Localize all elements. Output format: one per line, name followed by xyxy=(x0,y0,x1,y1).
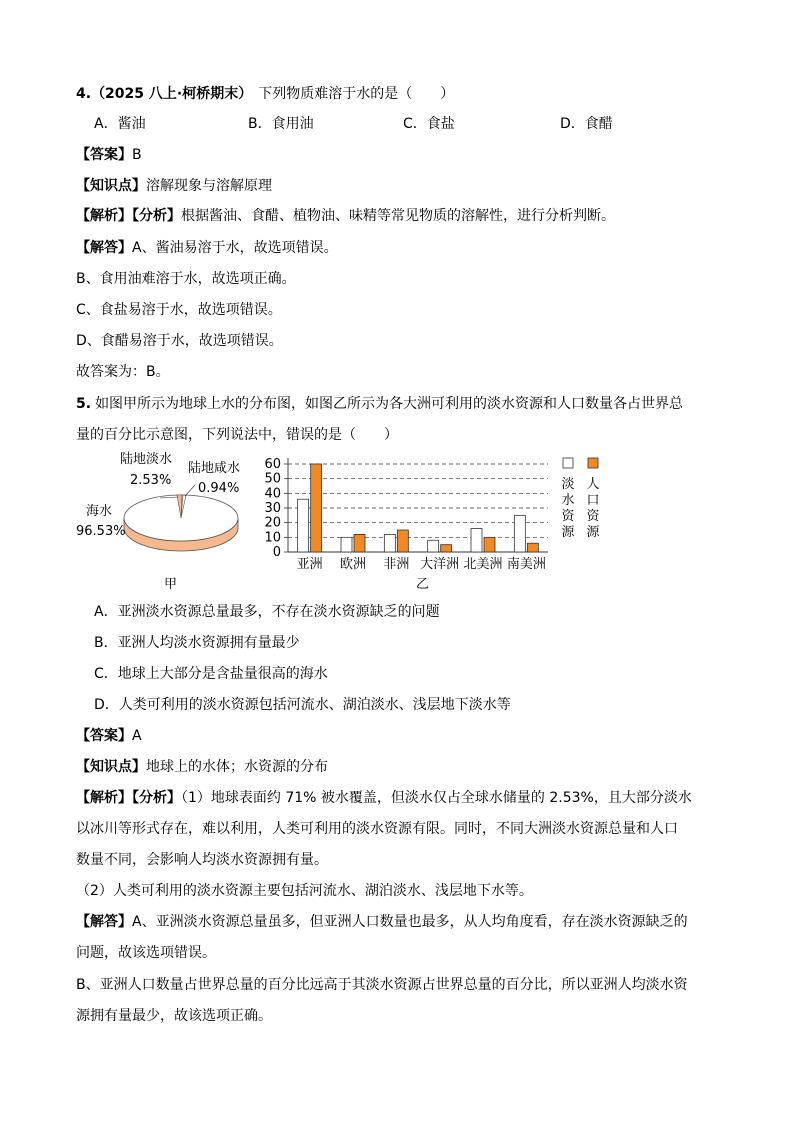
q4-line-d: D、食醋易溶于水，故选项错误。 xyxy=(76,333,283,349)
q4-final: 故答案为：B。 xyxy=(76,364,170,380)
q5-figures xyxy=(0,448,794,598)
kp-tag: 【知识点】 xyxy=(76,759,146,775)
legend-label-char: 资 xyxy=(586,509,600,524)
answer-tag: 【答案】 xyxy=(76,728,132,744)
q5-kp-line xyxy=(76,757,328,777)
q4-option-a: A．酱油 xyxy=(94,116,146,132)
q4-line-b: B、食用油难溶于水，故选项正确。 xyxy=(76,271,296,287)
legend-label-char: 源 xyxy=(586,525,600,540)
legend-label-char: 口 xyxy=(586,493,600,508)
q5-number: 5. xyxy=(76,396,92,412)
legend-swatch-population xyxy=(588,458,598,468)
bar-freshwater xyxy=(471,529,482,552)
y-tick-label: 20 xyxy=(264,515,281,531)
bar-population xyxy=(311,464,322,552)
q5-answer: A xyxy=(132,728,142,744)
bar-population xyxy=(484,537,495,552)
pie-label-saltwater: 陆地咸水 xyxy=(188,461,241,476)
q4-kp-line xyxy=(76,176,272,196)
q4-option-b: B．食用油 xyxy=(248,116,314,132)
q4-kp: 溶解现象与溶解原理 xyxy=(146,178,272,194)
q4-solve: A、酱油易溶于水，故选项错误。 xyxy=(132,240,338,256)
y-tick-label: 50 xyxy=(264,471,281,487)
q5-analysis-3: 数量不同，会影响人均淡水资源拥有量。 xyxy=(76,852,328,868)
q5-analysis-line-1 xyxy=(76,788,692,808)
bar-population xyxy=(527,543,538,552)
y-tick-label: 60 xyxy=(264,457,281,472)
bar-caption: 乙 xyxy=(416,577,430,592)
q5-solve-line xyxy=(76,912,688,932)
bar-freshwater xyxy=(514,515,525,552)
q5-option-c: C．地球上大部分是含盐量很高的海水 xyxy=(94,666,328,682)
q4-stem-line xyxy=(76,84,454,104)
q4-option-c: C．食盐 xyxy=(403,116,455,132)
x-tick-label: 大洋洲 xyxy=(420,557,460,572)
bar-freshwater xyxy=(384,534,395,552)
bar-freshwater xyxy=(428,540,439,552)
solve-tag: 【解答】 xyxy=(76,240,132,256)
q4-analysis: 根据酱油、食醋、植物油、味精等常见物质的溶解性，进行分析判断。 xyxy=(181,208,615,224)
bar-population xyxy=(397,530,408,552)
bar-population xyxy=(441,545,452,552)
x-tick-label: 亚洲 xyxy=(296,557,323,572)
pie-caption: 甲 xyxy=(164,577,178,592)
pie-label-freshwater: 陆地淡水 xyxy=(120,452,173,467)
q4-number: 4. xyxy=(76,86,92,102)
q5-answer-line xyxy=(76,726,142,746)
legend-swatch-freshwater xyxy=(563,458,573,468)
x-tick-label: 欧洲 xyxy=(339,557,367,572)
y-tick-label: 0 xyxy=(272,545,281,560)
q4-analysis-line xyxy=(76,206,615,226)
bar-legend xyxy=(561,458,600,540)
pie-value-freshwater: 2.53% xyxy=(130,473,172,488)
legend-label-char: 源 xyxy=(561,525,575,540)
q4-stem: 下列物质难溶于水的是（ ） xyxy=(258,86,455,102)
solve-tag: 【解答】 xyxy=(76,914,132,930)
q5-stem-1: 如图甲所示为地球上水的分布图，如图乙所示为各大洲可利用的淡水资源和人口数量各占世界总 xyxy=(95,396,684,412)
pie-value-seawater: 96.53% xyxy=(76,524,126,539)
legend-label-char: 淡 xyxy=(561,477,575,492)
bar-population xyxy=(354,534,365,552)
q5-analysis-4: （2）人类可利用的淡水资源主要包括河流水、湖泊淡水、浅层地下水等。 xyxy=(76,883,533,899)
legend-label-char: 人 xyxy=(586,477,600,492)
q5-option-d: D．人类可利用的淡水资源包括河流水、湖泊淡水、浅层地下淡水等 xyxy=(94,697,511,713)
kp-tag: 【知识点】 xyxy=(76,178,146,194)
q5-analysis-1: （1）地球表面约 71% 被水覆盖，但淡水仅占全球水储量的 2.53%，且大部分淡水 xyxy=(181,790,692,806)
pie-chart xyxy=(76,451,240,592)
q4-answer: B xyxy=(132,147,142,163)
bar-freshwater xyxy=(341,537,352,552)
y-tick-label: 10 xyxy=(264,530,281,546)
x-tick-label: 北美洲 xyxy=(463,557,503,572)
q4-source: （2025 八上·柯桥期末） xyxy=(91,86,253,102)
q5-solve-a1: A、亚洲淡水资源总量虽多，但亚洲人口数量也最多，从人均角度看，存在淡水资源缺乏的 xyxy=(132,914,688,930)
bar-freshwater xyxy=(298,499,309,552)
q4-solve-line xyxy=(76,238,338,258)
q5-option-a: A．亚洲淡水资源总量最多，不存在淡水资源缺乏的问题 xyxy=(94,604,440,620)
q4-option-d: D．食醋 xyxy=(560,116,613,132)
analysis-tag: 【解析】【分析】 xyxy=(76,790,181,806)
q5-solve-b2: 源拥有量最少，故该选项正确。 xyxy=(76,1008,272,1024)
answer-tag: 【答案】 xyxy=(76,147,132,163)
pie-label-seawater: 海水 xyxy=(86,504,113,519)
q5-stem-2: 量的百分比示意图，下列说法中，错误的是（ ） xyxy=(76,427,398,443)
pie-value-saltwater: 0.94% xyxy=(198,481,240,496)
q5-option-b: B．亚洲人均淡水资源拥有量最少 xyxy=(94,635,300,651)
pie-leader-salt xyxy=(185,485,195,496)
legend-label-char: 资 xyxy=(561,509,575,524)
legend-label-char: 水 xyxy=(561,493,575,508)
q5-analysis-2: 以冰川等形式存在，难以利用，人类可利用的淡水资源有限。同时，不同大洲淡水资源总量和人口 xyxy=(76,821,678,837)
x-tick-label: 南美洲 xyxy=(506,557,546,572)
q5-kp: 地球上的水体；水资源的分布 xyxy=(146,759,328,775)
y-tick-label: 40 xyxy=(264,486,281,502)
bar-chart xyxy=(264,457,548,572)
q5-solve-a2: 问题，故该选项错误。 xyxy=(76,945,216,961)
q5-stem-line-1 xyxy=(76,394,683,414)
y-tick-label: 30 xyxy=(264,501,281,516)
analysis-tag: 【解析】【分析】 xyxy=(76,208,181,224)
q5-solve-b1: B、亚洲人口数量占世界总量的百分比远高于其淡水资源占世界总量的百分比，所以亚洲人均淡水资 xyxy=(76,977,688,993)
q4-answer-line xyxy=(76,145,142,165)
x-tick-label: 非洲 xyxy=(383,557,410,572)
q4-line-c: C、食盐易溶于水，故选项错误。 xyxy=(76,302,282,318)
